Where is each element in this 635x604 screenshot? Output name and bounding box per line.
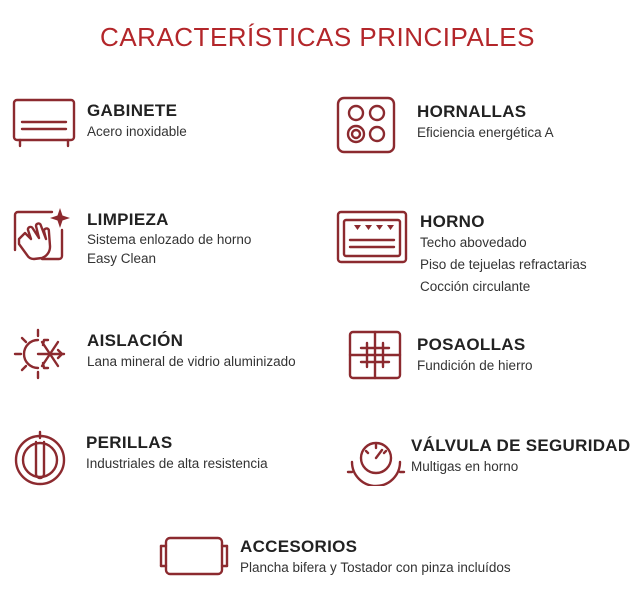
feature-valvula [346,432,632,494]
feature-detail: Eficiencia energética A [417,125,554,140]
feature-title: LIMPIEZA [87,210,169,229]
feature-aislacion [12,326,332,386]
feature-detail: Acero inoxidable [87,124,187,139]
feature-title: ACCESORIOS [240,537,358,556]
feature-detail: Cocción circulante [420,279,531,294]
feature-horno [336,210,631,300]
feature-title: POSAOLLAS [417,335,526,354]
page-title: CARACTERÍSTICAS PRINCIPALES [100,22,535,52]
cabinet-icon [12,98,76,152]
feature-title: PERILLAS [86,433,173,452]
feature-detail: Multigas en horno [411,459,519,474]
feature-limpieza [12,206,312,272]
feature-detail: Lana mineral de vidrio aluminizado [87,354,296,369]
feature-detail: Plancha bifera y Tostador con pinza incluídos [240,560,511,575]
griddle-icon [158,532,230,580]
sun-snowflake-icon [12,326,68,382]
burners-icon [336,96,396,154]
cleaning-hand-icon [12,206,72,264]
feature-title: VÁLVULA DE SEGURIDAD [411,436,631,455]
feature-hornallas [336,96,631,156]
feature-detail: Fundición de hierro [417,358,533,373]
feature-title: HORNALLAS [417,102,527,121]
feature-accesorios [158,532,588,588]
feature-detail: Sistema enlozado de horno [87,232,252,247]
knob-icon [14,428,68,486]
feature-posaollas [348,330,631,386]
feature-title: HORNO [420,212,485,231]
feature-title: GABINETE [87,101,178,120]
feature-detail: Easy Clean [87,251,157,266]
feature-detail: Techo abovedado [420,235,527,250]
gauge-icon [346,432,406,486]
feature-detail: Piso de tejuelas refractarias [420,257,587,272]
feature-gabinete [12,98,312,158]
feature-title: AISLACIÓN [87,331,184,350]
feature-detail: Industriales de alta resistencia [86,456,268,471]
feature-perillas [14,428,334,490]
grate-icon [348,330,402,380]
oven-icon [336,210,408,264]
